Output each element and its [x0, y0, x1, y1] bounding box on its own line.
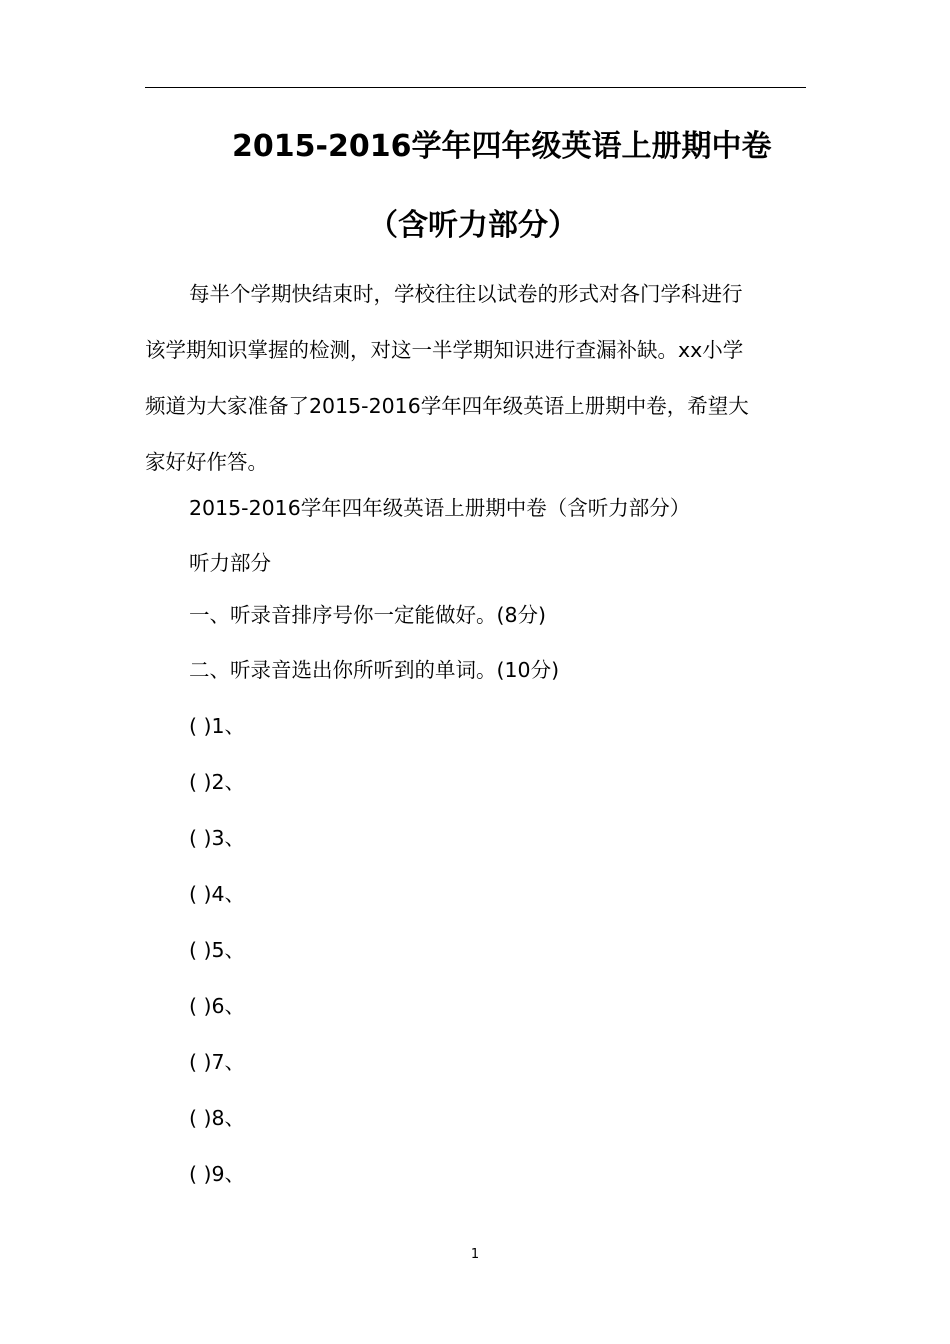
intro-line: 该学期知识掌握的检测，对这一半学期知识进行查漏补缺。xx小学 — [145, 338, 744, 362]
answer-item: ( )7、 — [189, 1050, 246, 1074]
answer-item: ( )5、 — [189, 938, 246, 962]
intro-line: 频道为大家准备了2015-2016学年四年级英语上册期中卷，希望大 — [145, 394, 749, 418]
answer-item: ( )2、 — [189, 770, 246, 794]
intro-line: 家好好作答。 — [145, 450, 268, 474]
header-rule — [145, 87, 806, 88]
page-number: 1 — [470, 1247, 480, 1262]
intro-line: 每半个学期快结束时，学校往往以试卷的形式对各门学科进行 — [189, 282, 743, 306]
answer-item: ( )9、 — [189, 1162, 246, 1186]
exam-subtitle: 2015-2016学年四年级英语上册期中卷（含听力部分） — [189, 496, 691, 520]
section-label-listening: 听力部分 — [189, 551, 271, 575]
answer-item: ( )4、 — [189, 882, 246, 906]
answer-item: ( )8、 — [189, 1106, 246, 1130]
document-title-line-1: 2015-2016学年四年级英语上册期中卷 — [232, 129, 772, 164]
question-2: 二、听录音选出你所听到的单词。(10分) — [189, 658, 560, 682]
answer-item: ( )1、 — [189, 714, 246, 738]
document-title-line-2: （含听力部分） — [368, 208, 578, 243]
answer-item: ( )6、 — [189, 994, 246, 1018]
question-1: 一、听录音排序号你一定能做好。(8分) — [189, 603, 547, 627]
answer-item: ( )3、 — [189, 826, 246, 850]
